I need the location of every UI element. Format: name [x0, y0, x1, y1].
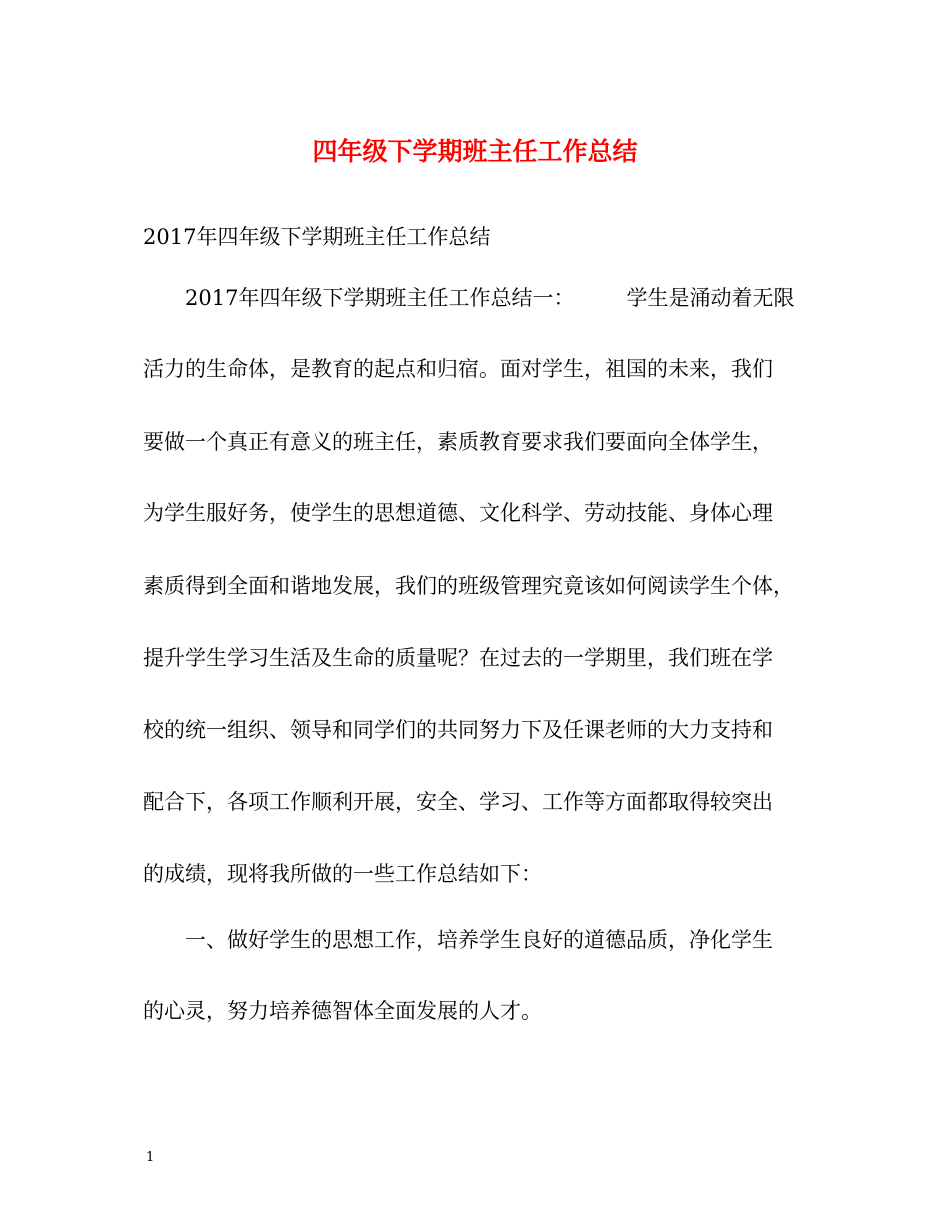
paragraph-1-line: 的成绩，现将我所做的一些工作总结如下：	[143, 862, 542, 886]
paragraph-1-lead-line	[185, 283, 794, 313]
document-subtitle: 2017年四年级下学期班主任工作总结	[143, 225, 491, 249]
paragraph-1-lead: 2017年四年级下学期班主任工作总结一：	[185, 286, 575, 310]
paragraph-2-line: 一、做好学生的思想工作，培养学生良好的道德品质，净化学生	[185, 928, 773, 952]
paragraph-2-line: 的心灵，努力培养德智体全面发展的人才。	[143, 999, 542, 1023]
paragraph-1-line: 活力的生命体，是教育的起点和归宿。面对学生，祖国的未来，我们	[143, 357, 773, 381]
paragraph-1-lead-tail: 学生是涌动着无限	[626, 286, 795, 310]
paragraph-1-line: 素质得到全面和谐地发展，我们的班级管理究竟该如何阅读学生个体，	[143, 574, 794, 598]
paragraph-1-line: 校的统一组织、领导和同学们的共同努力下及任课老师的大力支持和	[143, 718, 773, 742]
paragraph-1-line: 配合下，各项工作顺利开展，安全、学习、工作等方面都取得较突出	[143, 790, 773, 814]
paragraph-1-line: 要做一个真正有意义的班主任，素质教育要求我们要面向全体学生，	[143, 430, 773, 454]
page-number: 1	[146, 1150, 155, 1165]
paragraph-1-line: 提升学生学习生活及生命的质量呢？在过去的一学期里，我们班在学	[143, 646, 773, 670]
paragraph-1-line: 为学生服好务，使学生的思想道德、文化科学、劳动技能、身体心理	[143, 501, 773, 525]
document-title: 四年级下学期班主任工作总结	[312, 137, 638, 166]
